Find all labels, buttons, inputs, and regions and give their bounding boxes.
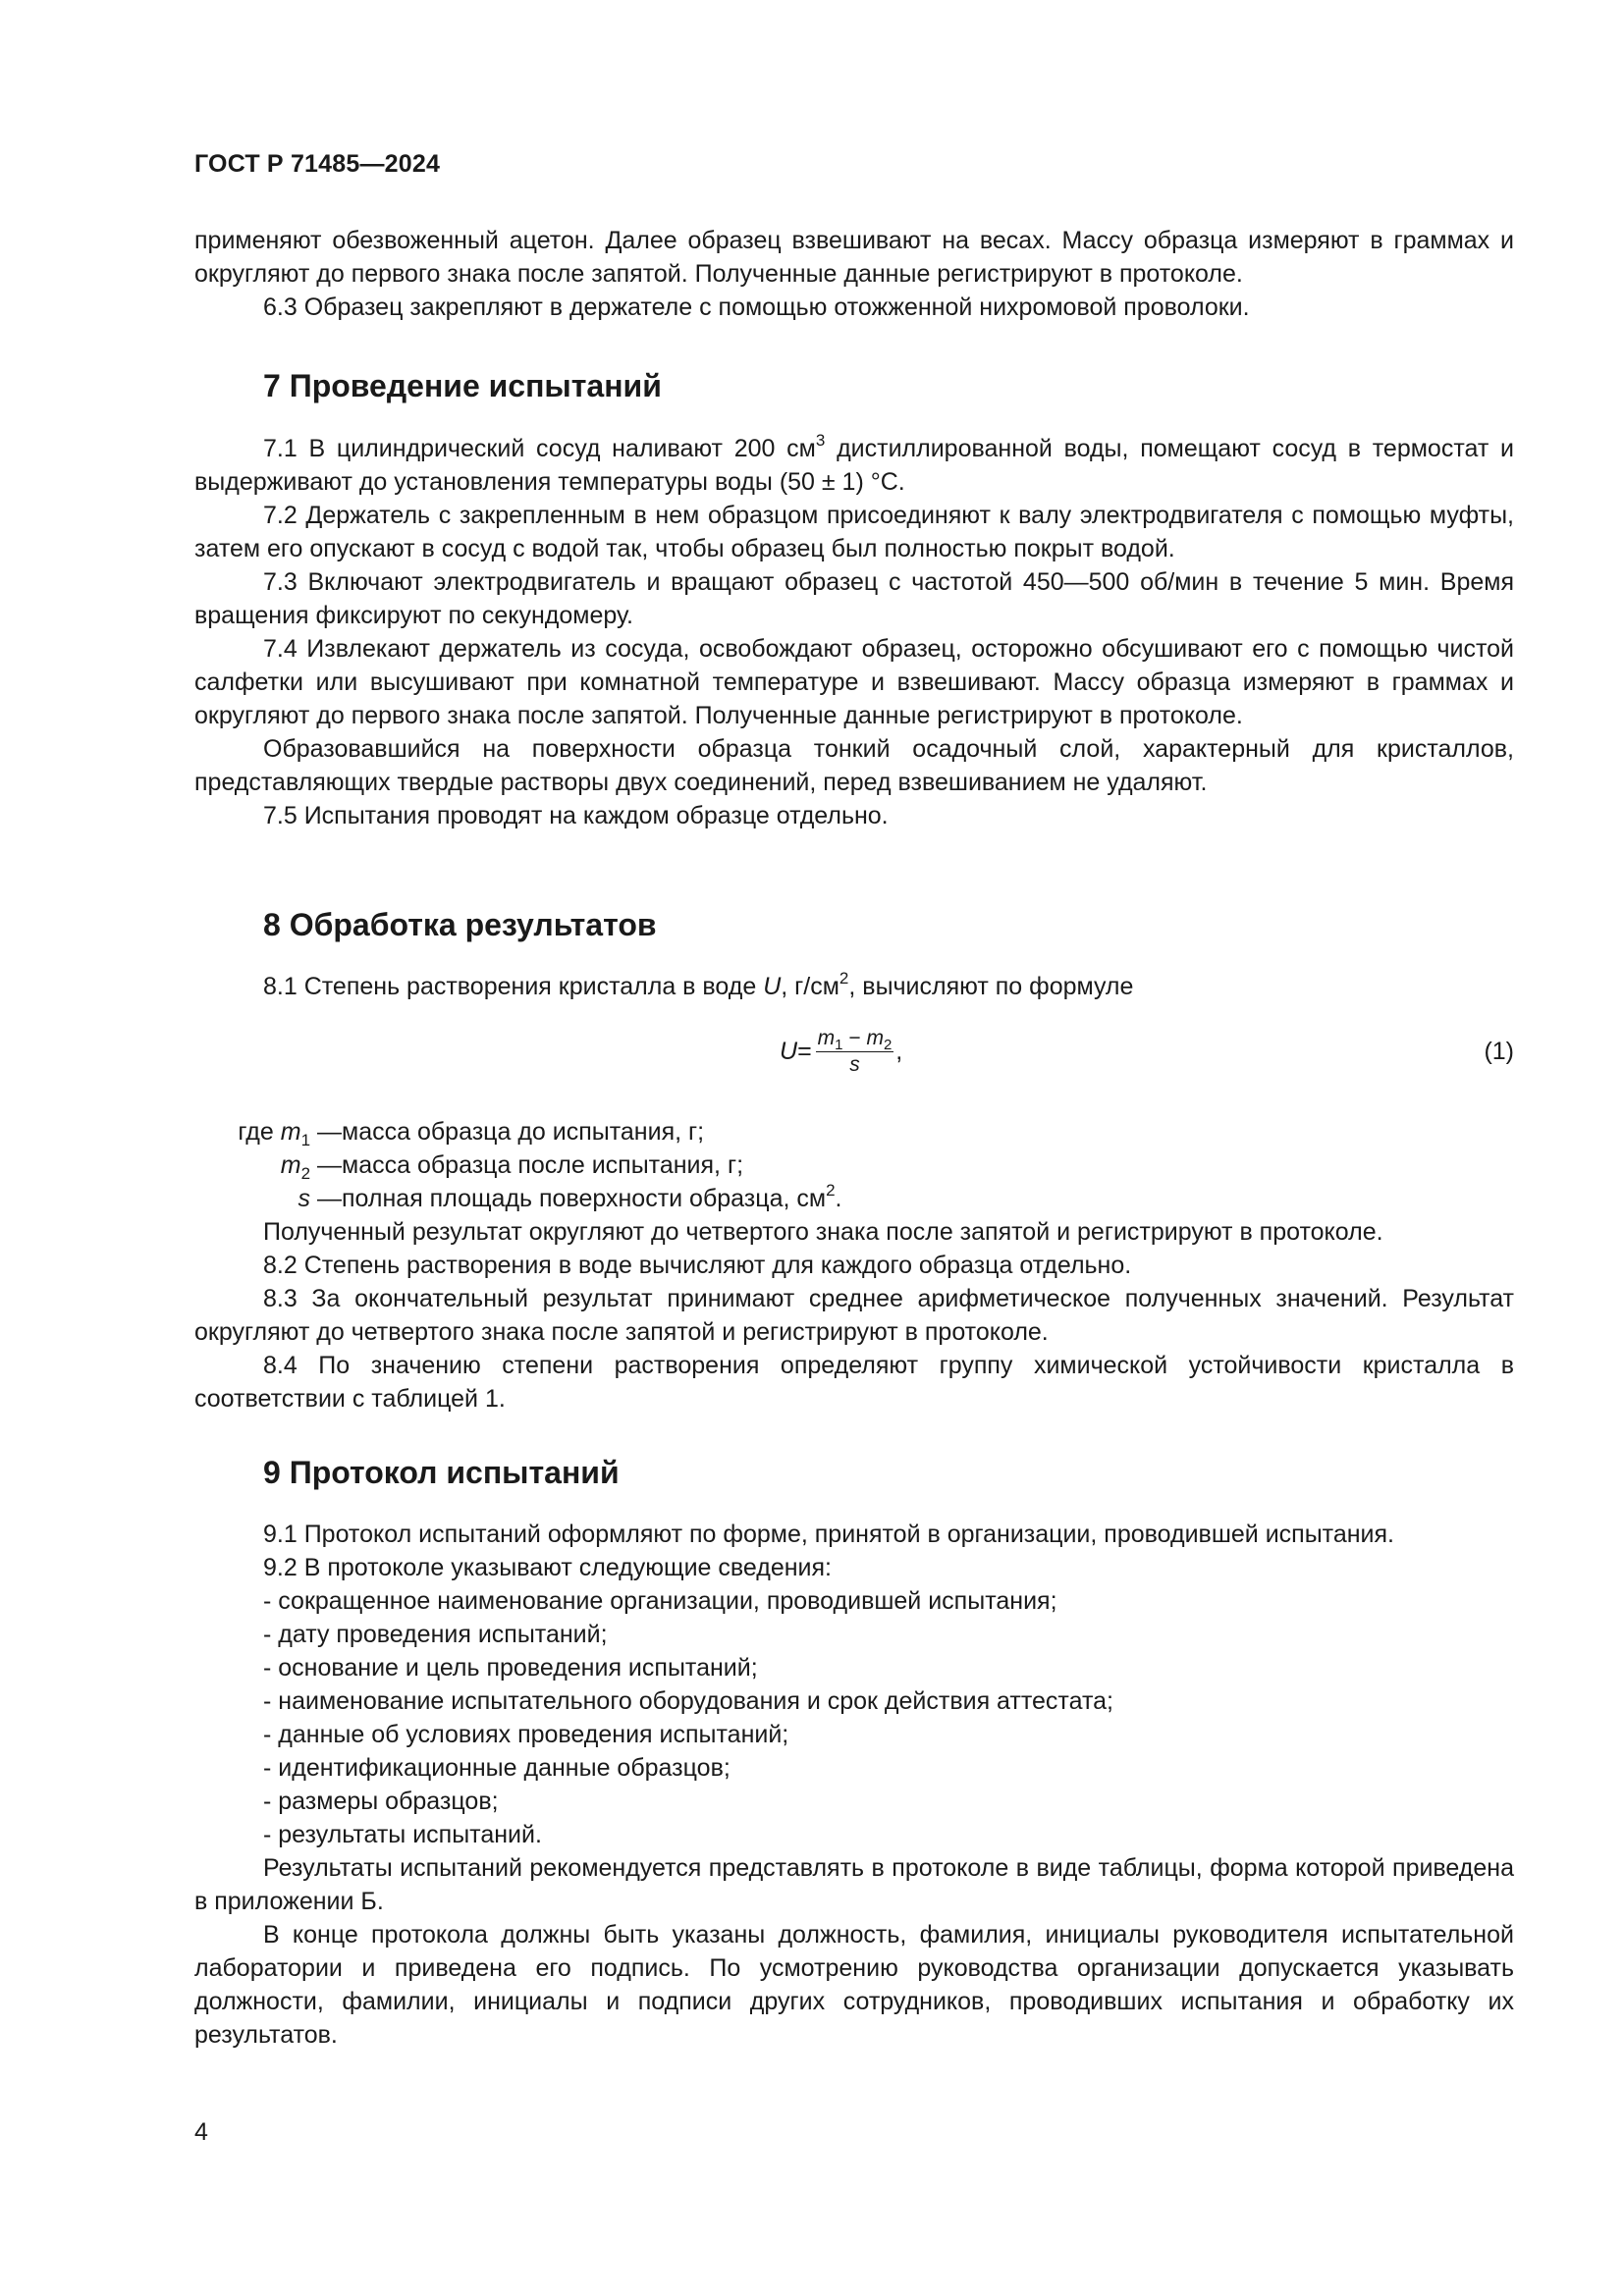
clause-7-3: 7.3 Включают электродвигатель и вращают образец с частотой 450—500 об/мин в течение 5 мин. Время вращения фиксируют по секундомеру. bbox=[194, 568, 1514, 629]
clause-9-1: 9.1 Протокол испытаний оформляют по форме, принятой в организации, проводившей испытания. bbox=[263, 1521, 1394, 1548]
rounding-note: Полученный результат округляют до четвертого знака после запятой и регистрируют в протоколе. bbox=[263, 1218, 1383, 1246]
clause-7-5: 7.5 Испытания проводят на каждом образце отдельно. bbox=[263, 802, 889, 829]
section-9-heading: 9 Протокол испытаний bbox=[263, 1455, 620, 1490]
table-recommendation: Результаты испытаний рекомендуется представлять в протоколе в виде таблицы, форма которой приведена в приложении Б. bbox=[194, 1854, 1514, 1915]
formula-fraction bbox=[816, 1026, 894, 1078]
section-7-heading: 7 Проведение испытаний bbox=[263, 368, 662, 403]
clause-8-3: 8.3 За окончательный результат принимают среднее арифметическое полученных значений. Результат округляют до четвертого знака после запятой и регистрируют в протоколе. bbox=[194, 1285, 1514, 1346]
signature-requirements: В конце протокола должны быть указаны должность, фамилия, инициалы руководителя испытательной лаборатории и приведена его подпись. По усмотрению руководства организации допускается указывать должности, фамилии, инициалы и подписи других сотрудников, проводивших испытания и обработку их результатов. bbox=[194, 1921, 1514, 2049]
formula-1 bbox=[194, 1017, 1514, 1086]
page-number: 4 bbox=[194, 2118, 208, 2146]
list-item: - наименование испытательного оборудования и срок действия аттестата; bbox=[263, 1687, 1113, 1715]
clause-7-4: 7.4 Извлекают держатель из сосуда, освобождают образец, осторожно обсушивают его с помощью чистой салфетки или высушивают при комнатной температуре и взвешивают. Массу образца измеряют в граммах и округляют до первого знака после запятой. Полученные данные регистрируют в протоколе. bbox=[194, 635, 1514, 729]
where-item-m1: где $m_1$ — масса образца до испытания, г; bbox=[238, 1118, 705, 1149]
where-item-m2: $m_2$ — масса образца после испытания, г; bbox=[280, 1151, 744, 1183]
list-item: - дату проведения испытаний; bbox=[263, 1621, 608, 1648]
list-item: - размеры образцов; bbox=[263, 1788, 499, 1815]
section-8 bbox=[194, 905, 1514, 1415]
clause-6-3: 6.3 Образец закрепляют в держателе с помощью отожженной нихромовой проволоки. bbox=[263, 294, 1250, 321]
clause-7-2: 7.2 Держатель с закрепленным в нем образцом присоединяют к валу электродвигателя с помощью муфты, затем его опускают в сосуд с водой так, чтобы образец был полностью покрыт водой. bbox=[194, 502, 1514, 562]
clause-8-2: 8.2 Степень растворения в воде вычисляют для каждого образца отдельно. bbox=[263, 1252, 1132, 1279]
fraction-numerator: $m_1 - m_2$ bbox=[817, 1026, 893, 1053]
list-item: - идентификационные данные образцов; bbox=[263, 1754, 731, 1782]
standard-designation: ГОСТ Р 71485—2024 bbox=[194, 150, 441, 178]
section-7 bbox=[194, 366, 1514, 832]
section-8-heading: 8 Обработка результатов bbox=[263, 907, 657, 942]
list-item: - сокращенное наименование организации, проводившей испытания; bbox=[263, 1587, 1057, 1615]
clause-8-1: 8.1 Степень растворения кристалла в воде U, $г/см^2$, вычисляют по формуле bbox=[263, 969, 1134, 1000]
clause-7-1: 7.1 В цилиндрический сосуд наливают 200 $см^3$ дистиллированной воды, помещают сосуд в термостат и выдерживают до установления температуры воды (50 ± 1) °С. bbox=[194, 431, 1515, 496]
formula-expression: U = $\frac{m_1 - m_2}{s}$ , bbox=[780, 1026, 903, 1076]
clause-8-4: 8.4 По значению степени растворения определяют группу химической устойчивости кристалла в соответствии с таблицей 1. bbox=[194, 1352, 1514, 1413]
intro-paragraph: применяют обезвоженный ацетон. Далее образец взвешивают на весах. Массу образца измеряют в граммах и округляют до первого знака после запятой. Полученные данные регистрируют в протоколе. bbox=[194, 227, 1514, 288]
list-item: - результаты испытаний. bbox=[263, 1821, 542, 1848]
formula-number: (1) bbox=[1484, 1038, 1514, 1065]
clause-9-2: 9.2 В протоколе указывают следующие сведения: bbox=[263, 1554, 833, 1581]
intro-block bbox=[194, 224, 1514, 324]
clause-7-4-note: Образовавшийся на поверхности образца тонкий осадочный слой, характерный для кристаллов, представляющих твердые растворы двух соединений, перед взвешиванием не удаляют. bbox=[194, 735, 1514, 796]
list-item: - основание и цель проведения испытаний; bbox=[263, 1654, 758, 1682]
where-item-s: s — полная площадь поверхности образца, $см^2$. bbox=[298, 1181, 842, 1212]
section-9 bbox=[194, 1453, 1514, 2052]
list-item: - данные об условиях проведения испытаний; bbox=[263, 1721, 789, 1748]
fraction-denominator: s bbox=[849, 1052, 860, 1076]
